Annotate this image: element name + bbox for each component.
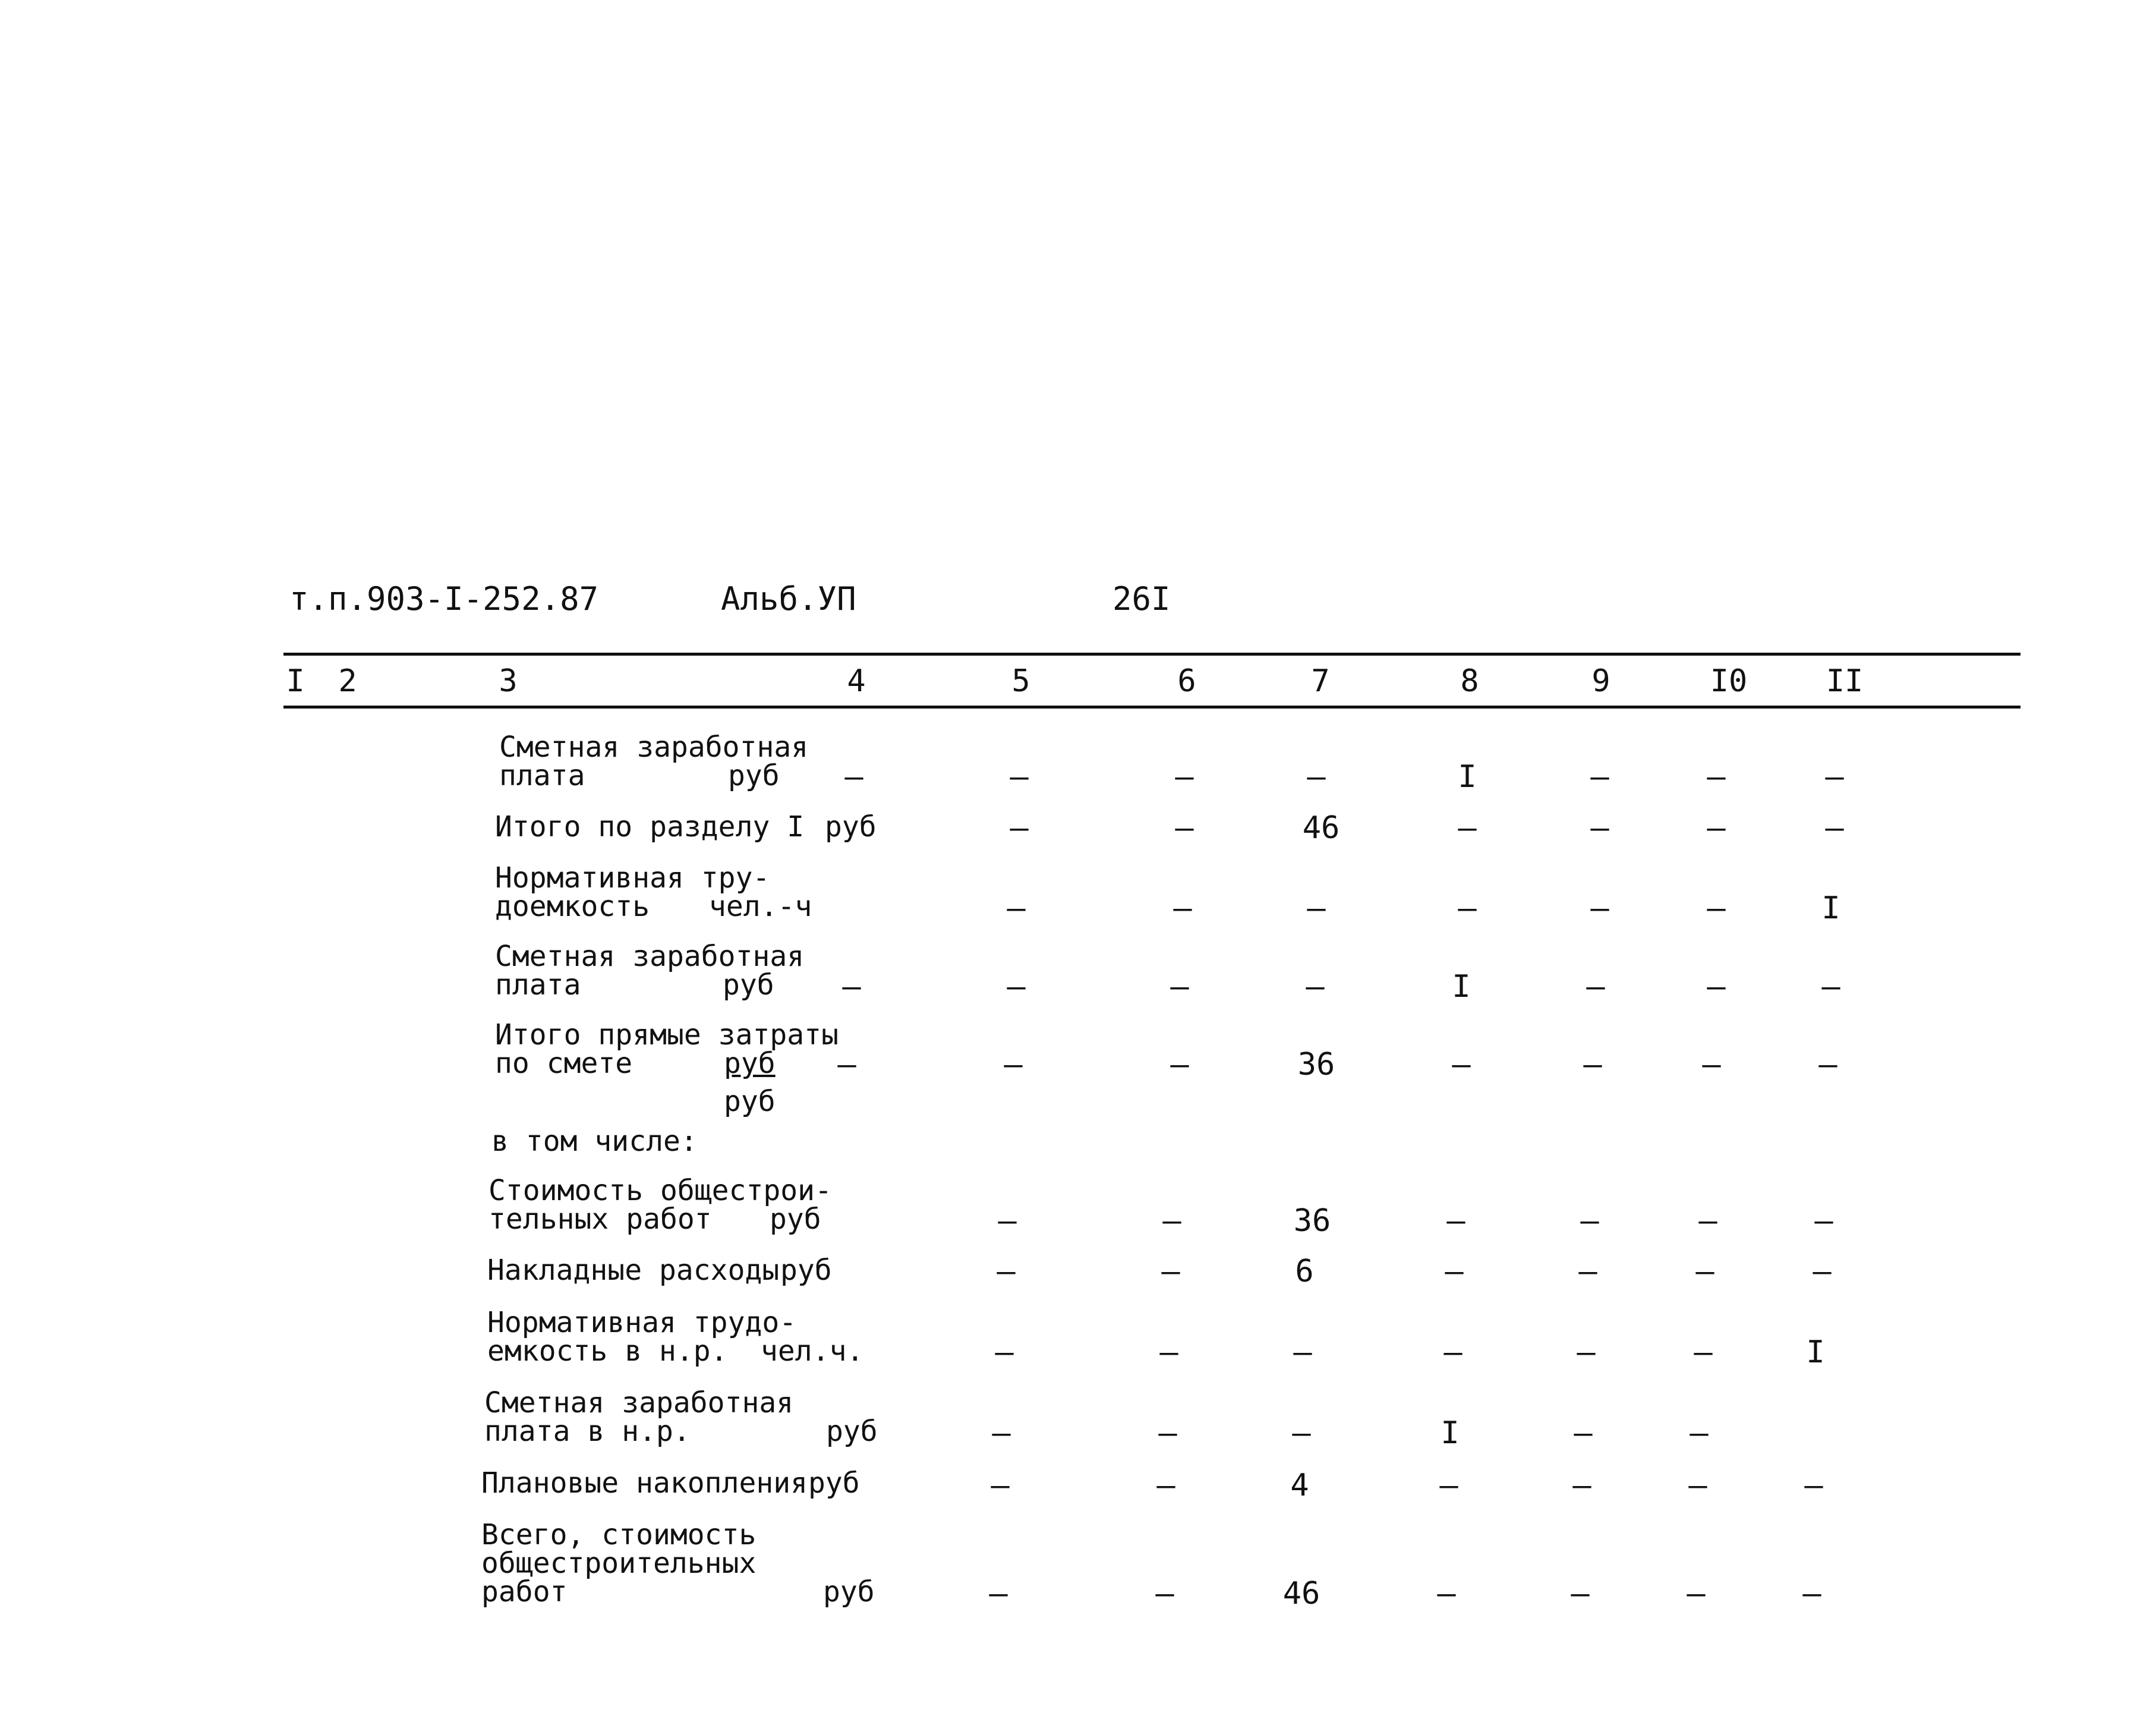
cell-c8: –	[1445, 1254, 1464, 1289]
row-label-line: доемкость	[495, 890, 650, 923]
row-label-line: Всего, стоимость	[481, 1518, 757, 1551]
cell-c9: –	[1574, 1415, 1593, 1451]
cell-c5: –	[1010, 810, 1029, 846]
cell-c7: –	[1306, 969, 1325, 1005]
cell-c10: –	[1694, 1334, 1713, 1370]
cell-c7: –	[1292, 1415, 1311, 1451]
column-header-8: 8	[1460, 663, 1479, 699]
cell-c7: –	[1293, 1334, 1312, 1370]
row-label-line: плата	[499, 759, 585, 792]
cell-c7: 46	[1302, 810, 1340, 846]
row-unit: руб	[823, 1575, 875, 1608]
cell-c7: 4	[1290, 1468, 1309, 1503]
row-label-line: Нормативная трудо-	[487, 1306, 797, 1339]
cell-c10: –	[1707, 890, 1726, 926]
row-unit: руб	[728, 759, 780, 792]
cell-c10: –	[1687, 1576, 1706, 1611]
cell-c10: –	[1707, 759, 1726, 795]
row-unit: руб	[825, 810, 877, 843]
row-unit: руб	[723, 968, 774, 1002]
row-label-line: емкость в н.р.	[487, 1334, 728, 1368]
cell-c8: І	[1441, 1415, 1460, 1451]
cell-c11: –	[1804, 1468, 1823, 1503]
row-label-line: в том числе:	[491, 1125, 698, 1158]
cell-c6: –	[1158, 1415, 1177, 1451]
cell-c10: –	[1695, 1254, 1714, 1289]
cell-c6: –	[1156, 1468, 1175, 1503]
header-bottom-rule	[283, 706, 2021, 709]
document-code: т.п.903-І-252.87	[289, 580, 599, 618]
column-header-2: 2	[338, 663, 357, 699]
cell-c9: –	[1578, 1254, 1597, 1289]
cell-c9: –	[1571, 1576, 1590, 1611]
row-label-line: Сметная заработная	[499, 731, 809, 764]
cell-c5: –	[1007, 890, 1026, 926]
cell-c5: –	[998, 1203, 1017, 1239]
cell-c6: –	[1161, 1254, 1180, 1289]
row-label-line: Плановые накопления	[481, 1466, 808, 1500]
row-label-line: Накладные расходы	[487, 1254, 780, 1287]
cell-c11: І	[1806, 1334, 1825, 1370]
row-label-line: работ	[481, 1575, 568, 1608]
row-label-line: по смете	[495, 1047, 633, 1080]
top-rule	[283, 653, 2021, 656]
page-number: 26І	[1112, 580, 1171, 618]
cell-c11: –	[1825, 759, 1844, 795]
cell-c8: –	[1446, 1203, 1465, 1239]
cell-c6: –	[1155, 1576, 1174, 1611]
cell-c11: –	[1821, 969, 1840, 1005]
column-header-1: І	[286, 663, 305, 699]
cell-c10: –	[1707, 810, 1726, 846]
row-unit: руб	[808, 1466, 860, 1500]
cell-c10: –	[1698, 1203, 1717, 1239]
cell-c8: –	[1437, 1576, 1456, 1611]
cell-c6: –	[1175, 810, 1194, 846]
cell-c8: –	[1443, 1334, 1462, 1370]
column-header-6: 6	[1177, 663, 1196, 699]
cell-c9: –	[1590, 759, 1609, 795]
row-label-line: Сметная заработная	[484, 1386, 794, 1419]
cell-c7: 6	[1295, 1254, 1314, 1289]
cell-c6: –	[1173, 890, 1192, 926]
row-unit: руб	[780, 1254, 832, 1287]
cell-c7: –	[1307, 759, 1326, 795]
cell-c9: –	[1572, 1468, 1591, 1503]
cell-c8: –	[1458, 810, 1477, 846]
cell-c11: –	[1813, 1254, 1832, 1289]
cell-c11: –	[1818, 1047, 1837, 1082]
cell-c6: –	[1162, 1203, 1181, 1239]
column-header-3: 3	[499, 663, 518, 699]
row-unit: руб	[724, 1047, 776, 1080]
row-label-line: Итого прямые затраты	[495, 1018, 839, 1052]
cell-c8: І	[1452, 969, 1471, 1005]
cell-c5: –	[997, 1254, 1016, 1289]
cell-c9: –	[1590, 890, 1609, 926]
cell-c11: –	[1814, 1203, 1833, 1239]
row-unit: чел.ч.	[761, 1334, 864, 1368]
cell-c6: –	[1159, 1334, 1178, 1370]
cell-c5: –	[995, 1334, 1014, 1370]
cell-c7: –	[1307, 890, 1326, 926]
column-header-9: 9	[1591, 663, 1610, 699]
cell-c6: –	[1170, 969, 1189, 1005]
row-label-line: Стоимость общестрои-	[488, 1174, 832, 1207]
column-header-7: 7	[1311, 663, 1330, 699]
cell-c4: –	[844, 759, 863, 795]
cell-c6: –	[1170, 1047, 1189, 1082]
cell-c10: –	[1688, 1468, 1707, 1503]
cell-c10: –	[1702, 1047, 1721, 1082]
cell-c8: І	[1458, 759, 1477, 795]
cell-c8: –	[1439, 1468, 1458, 1503]
row-label-line: общестроительных	[481, 1547, 757, 1580]
cell-c9: –	[1583, 1047, 1602, 1082]
row-label-line: плата	[495, 968, 581, 1002]
cell-c7: 36	[1297, 1047, 1335, 1082]
cell-c11: –	[1802, 1576, 1821, 1611]
cell-c10: –	[1707, 969, 1726, 1005]
row-label-line: Нормативная тру-	[495, 861, 770, 895]
cell-c5: –	[991, 1468, 1010, 1503]
column-header-11: ІІ	[1826, 663, 1864, 699]
row-unit: руб	[770, 1203, 821, 1236]
cell-c5: –	[1007, 969, 1026, 1005]
row-label-line: Сметная заработная	[495, 940, 805, 973]
column-header-5: 5	[1011, 663, 1030, 699]
album-label: Альб.УП	[721, 580, 856, 618]
cell-c9: –	[1577, 1334, 1596, 1370]
row-label-line: плата в н.р.	[484, 1415, 691, 1448]
cell-c7: 36	[1293, 1203, 1331, 1239]
column-header-10: І0	[1710, 663, 1748, 699]
row-unit-secondary: руб	[724, 1085, 776, 1118]
cell-c6: –	[1175, 759, 1194, 795]
cell-c11: –	[1825, 810, 1844, 846]
cell-c7: 46	[1282, 1576, 1320, 1611]
cell-c8: –	[1452, 1047, 1471, 1082]
cell-c11: І	[1821, 890, 1840, 926]
row-label-line: Итого по разделу І	[495, 810, 805, 843]
row-unit: руб	[826, 1415, 878, 1448]
cell-c8: –	[1458, 890, 1477, 926]
column-header-4: 4	[847, 663, 866, 699]
row-unit: чел.-ч	[709, 890, 812, 923]
cell-c5: –	[989, 1576, 1008, 1611]
cell-c5: –	[992, 1415, 1011, 1451]
cell-c9: –	[1580, 1203, 1599, 1239]
cell-c5: –	[1010, 759, 1029, 795]
row-label-line: тельных работ	[488, 1203, 712, 1236]
cell-c4: –	[842, 969, 861, 1005]
cell-c9: –	[1586, 969, 1605, 1005]
cell-c9: –	[1590, 810, 1609, 846]
cell-c5: –	[1004, 1047, 1023, 1082]
cell-c4: –	[837, 1047, 856, 1082]
cell-c10: –	[1690, 1415, 1709, 1451]
